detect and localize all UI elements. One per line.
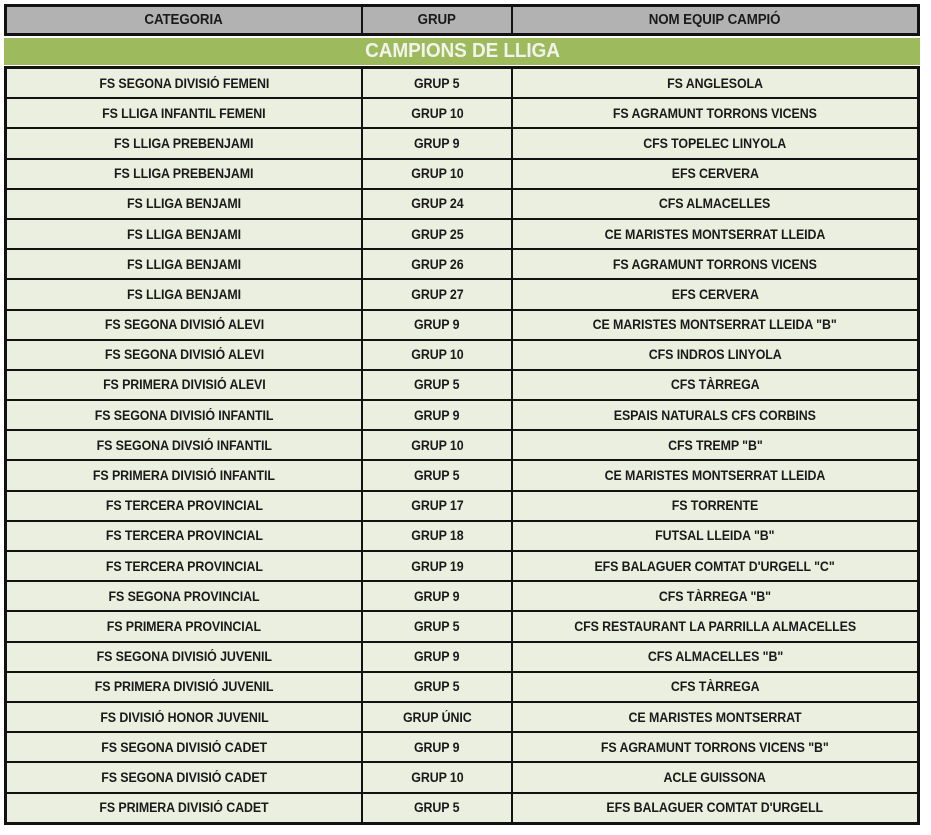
group-cell-text: GRUP 9 [414,739,460,755]
group-cell-text: GRUP 5 [414,679,460,695]
category-cell [7,461,363,489]
table-row [7,641,917,671]
category-cell [7,492,363,520]
category-cell-text: FS TERCERA PROVINCIAL [105,498,263,514]
champion-cell [513,492,917,520]
champion-cell [513,311,917,339]
group-cell-text: GRUP 19 [410,558,464,574]
group-cell-text: GRUP 9 [414,317,460,333]
category-cell [7,643,363,671]
category-cell [7,129,363,157]
group-cell [363,401,513,429]
category-cell-text: FS TERCERA PROVINCIAL [105,558,263,574]
category-cell [7,431,363,459]
group-cell-text: GRUP 5 [414,800,460,816]
group-cell [363,763,513,791]
category-cell-text: FS PRIMERA DIVISIÓ ALEVI [102,377,266,393]
champion-cell [513,250,917,278]
champion-cell [513,612,917,640]
group-cell-text: GRUP 25 [410,226,464,242]
category-cell [7,582,363,610]
champion-cell [513,280,917,308]
group-cell-text: GRUP 9 [414,135,460,151]
table-row [7,550,917,580]
section-banner-campions-de-lliga [4,38,920,65]
group-cell-text: GRUP 26 [410,256,464,272]
champion-cell-text: CFS TÀRREGA "B" [658,588,772,604]
group-cell-text: GRUP 5 [414,618,460,634]
group-cell-text: GRUP 9 [414,407,460,423]
table-row [7,127,917,157]
category-cell-text: FS LLIGA BENJAMI [127,286,241,302]
group-cell [363,673,513,701]
champion-cell-text: CE MARISTES MONTSERRAT LLEIDA [604,226,826,242]
table-row [7,69,917,97]
champion-cell-text: EFS CERVERA [671,166,759,182]
champion-cell-text: EFS BALAGUER COMTAT D'URGELL "C" [594,558,836,574]
table-row [7,309,917,339]
group-cell-text: GRUP 10 [410,769,464,785]
group-cell-text: GRUP 9 [414,649,460,665]
category-cell-text: FS PRIMERA DIVISIÓ INFANTIL [93,468,275,484]
group-cell [363,371,513,399]
champion-cell-text: FS ANGLESOLA [667,75,763,91]
group-cell [363,612,513,640]
group-cell [363,703,513,731]
group-cell-text: GRUP 17 [410,498,464,514]
table-row [7,731,917,761]
category-cell [7,763,363,791]
champion-cell [513,643,917,671]
group-cell-text: GRUP 24 [410,196,464,212]
table-row [7,610,917,640]
category-cell-text: FS LLIGA BENJAMI [127,256,241,272]
category-cell-text: FS SEGONA DIVISIÓ JUVENIL [96,649,272,665]
champion-cell-text: EFS CERVERA [671,286,759,302]
group-cell [363,431,513,459]
champion-cell-text: CFS TÀRREGA [670,679,760,695]
champion-cell [513,69,917,97]
column-header-categoria-text: CATEGORIA [144,12,224,28]
champion-cell-text: CFS INDROS LINYOLA [648,347,782,363]
category-cell-text: FS PRIMERA PROVINCIAL [106,618,262,634]
champion-cell-text: FUTSAL LLEIDA "B" [655,528,775,544]
section-banner-text: CAMPIONS DE LLIGA [364,40,560,62]
champion-cell [513,522,917,550]
group-cell-text: GRUP 27 [410,286,464,302]
champion-cell-text: CFS ALMACELLES "B" [647,649,783,665]
champion-cell-text: CE MARISTES MONTSERRAT [628,709,802,725]
group-cell [363,582,513,610]
group-cell-text: GRUP 10 [410,437,464,453]
champion-cell-text: FS AGRAMUNT TORRONS VICENS [613,256,817,272]
champion-cell-text: FS AGRAMUNT TORRONS VICENS "B" [601,739,829,755]
group-cell [363,643,513,671]
champion-cell [513,763,917,791]
champion-cell-text: CE MARISTES MONTSERRAT LLEIDA "B" [592,317,838,333]
category-cell-text: FS PRIMERA DIVISIÓ JUVENIL [94,679,274,695]
category-cell-text: FS TERCERA PROVINCIAL [105,528,263,544]
category-cell-text: FS SEGONA DIVSIÓ INFANTIL [96,437,272,453]
category-cell [7,341,363,369]
category-cell-text: FS LLIGA INFANTIL FEMENI [102,105,266,121]
category-cell [7,401,363,429]
group-cell-text: GRUP 10 [410,166,464,182]
category-cell-text: FS SEGONA DIVISIÓ ALEVI [104,317,264,333]
table-row [7,188,917,218]
column-header-nom-equip-campio-text: NOM EQUIP CAMPIÓ [649,12,781,28]
champion-cell-text: FS AGRAMUNT TORRONS VICENS [613,105,817,121]
group-cell-text: GRUP 5 [414,468,460,484]
category-cell [7,311,363,339]
champion-cell [513,431,917,459]
table-body [4,66,920,825]
champion-cell [513,341,917,369]
table-row [7,580,917,610]
champion-cell [513,794,917,822]
category-cell-text: FS LLIGA PREBENJAMI [114,166,254,182]
table-row [7,671,917,701]
category-cell [7,673,363,701]
group-cell-text: GRUP 18 [410,528,464,544]
champion-cell-text: EFS BALAGUER COMTAT D'URGELL [606,800,824,816]
champion-cell [513,371,917,399]
group-cell-text: GRUP 10 [410,105,464,121]
category-cell-text: FS LLIGA PREBENJAMI [114,135,254,151]
category-cell [7,612,363,640]
champions-table [4,4,920,825]
champion-cell [513,129,917,157]
group-cell [363,552,513,580]
group-cell [363,250,513,278]
category-cell [7,371,363,399]
group-cell [363,220,513,248]
group-cell [363,341,513,369]
group-cell [363,522,513,550]
group-cell [363,794,513,822]
table-row [7,792,917,822]
champion-cell-text: CFS RESTAURANT LA PARRILLA ALMACELLES [574,618,856,634]
group-cell [363,280,513,308]
champion-cell [513,160,917,188]
category-cell [7,733,363,761]
column-header-nom-equip-campio [513,7,917,33]
category-cell [7,703,363,731]
table-row [7,429,917,459]
category-cell-text: FS SEGONA DIVISIÓ CADET [101,769,267,785]
champion-cell [513,461,917,489]
column-header-categoria [7,7,363,33]
category-cell-text: FS LLIGA BENJAMI [127,196,241,212]
group-cell-text: GRUP 9 [414,588,460,604]
champion-cell [513,552,917,580]
category-cell [7,250,363,278]
champion-cell [513,220,917,248]
group-cell [363,129,513,157]
group-cell [363,492,513,520]
group-cell [363,99,513,127]
table-row [7,459,917,489]
category-cell-text: FS DIVISIÓ HONOR JUVENIL [99,709,269,725]
category-cell-text: FS SEGONA DIVISIÓ CADET [101,739,267,755]
champion-cell-text: CE MARISTES MONTSERRAT LLEIDA [604,468,826,484]
group-cell-text: GRUP ÚNIC [402,709,472,725]
champion-cell-text: FS TORRENTE [671,498,759,514]
column-header-grup-text: GRUP [417,12,457,28]
champion-cell-text: ACLE GUISSONA [663,769,767,785]
group-cell [363,311,513,339]
group-cell [363,733,513,761]
champion-cell [513,673,917,701]
champion-cell-text: CFS TOPELEC LINYOLA [643,135,787,151]
category-cell-text: FS SEGONA DIVISIÓ FEMENI [99,75,269,91]
table-row [7,158,917,188]
category-cell-text: FS LLIGA BENJAMI [127,226,241,242]
category-cell-text: FS SEGONA DIVISIÓ ALEVI [104,347,264,363]
category-cell [7,69,363,97]
category-cell [7,190,363,218]
table-row [7,278,917,308]
champion-cell-text: CFS ALMACELLES [659,196,771,212]
champion-cell [513,582,917,610]
table-row [7,339,917,369]
champion-cell-text: ESPAIS NATURALS CFS CORBINS [614,407,816,423]
category-cell-text: FS SEGONA PROVINCIAL [108,588,260,604]
table-header-row [4,4,920,36]
group-cell [363,160,513,188]
table-row [7,701,917,731]
group-cell-text: GRUP 5 [414,377,460,393]
group-cell [363,190,513,218]
table-row [7,520,917,550]
champion-cell-text: CFS TÀRREGA [670,377,760,393]
table-row [7,369,917,399]
group-cell-text: GRUP 5 [414,75,460,91]
category-cell [7,99,363,127]
category-cell [7,794,363,822]
category-cell [7,160,363,188]
champion-cell [513,99,917,127]
category-cell-text: FS PRIMERA DIVISIÓ CADET [99,800,269,816]
category-cell [7,280,363,308]
group-cell [363,69,513,97]
table-row [7,248,917,278]
category-cell [7,522,363,550]
champion-cell-text: CFS TREMP "B" [667,437,763,453]
champion-cell [513,190,917,218]
table-row [7,218,917,248]
group-cell [363,461,513,489]
table-row [7,97,917,127]
category-cell [7,552,363,580]
category-cell [7,220,363,248]
table-row [7,490,917,520]
champion-cell [513,401,917,429]
table-row [7,399,917,429]
column-header-grup [363,7,513,33]
group-cell-text: GRUP 10 [410,347,464,363]
champion-cell [513,703,917,731]
champion-cell [513,733,917,761]
table-row [7,761,917,791]
category-cell-text: FS SEGONA DIVISIÓ INFANTIL [94,407,274,423]
